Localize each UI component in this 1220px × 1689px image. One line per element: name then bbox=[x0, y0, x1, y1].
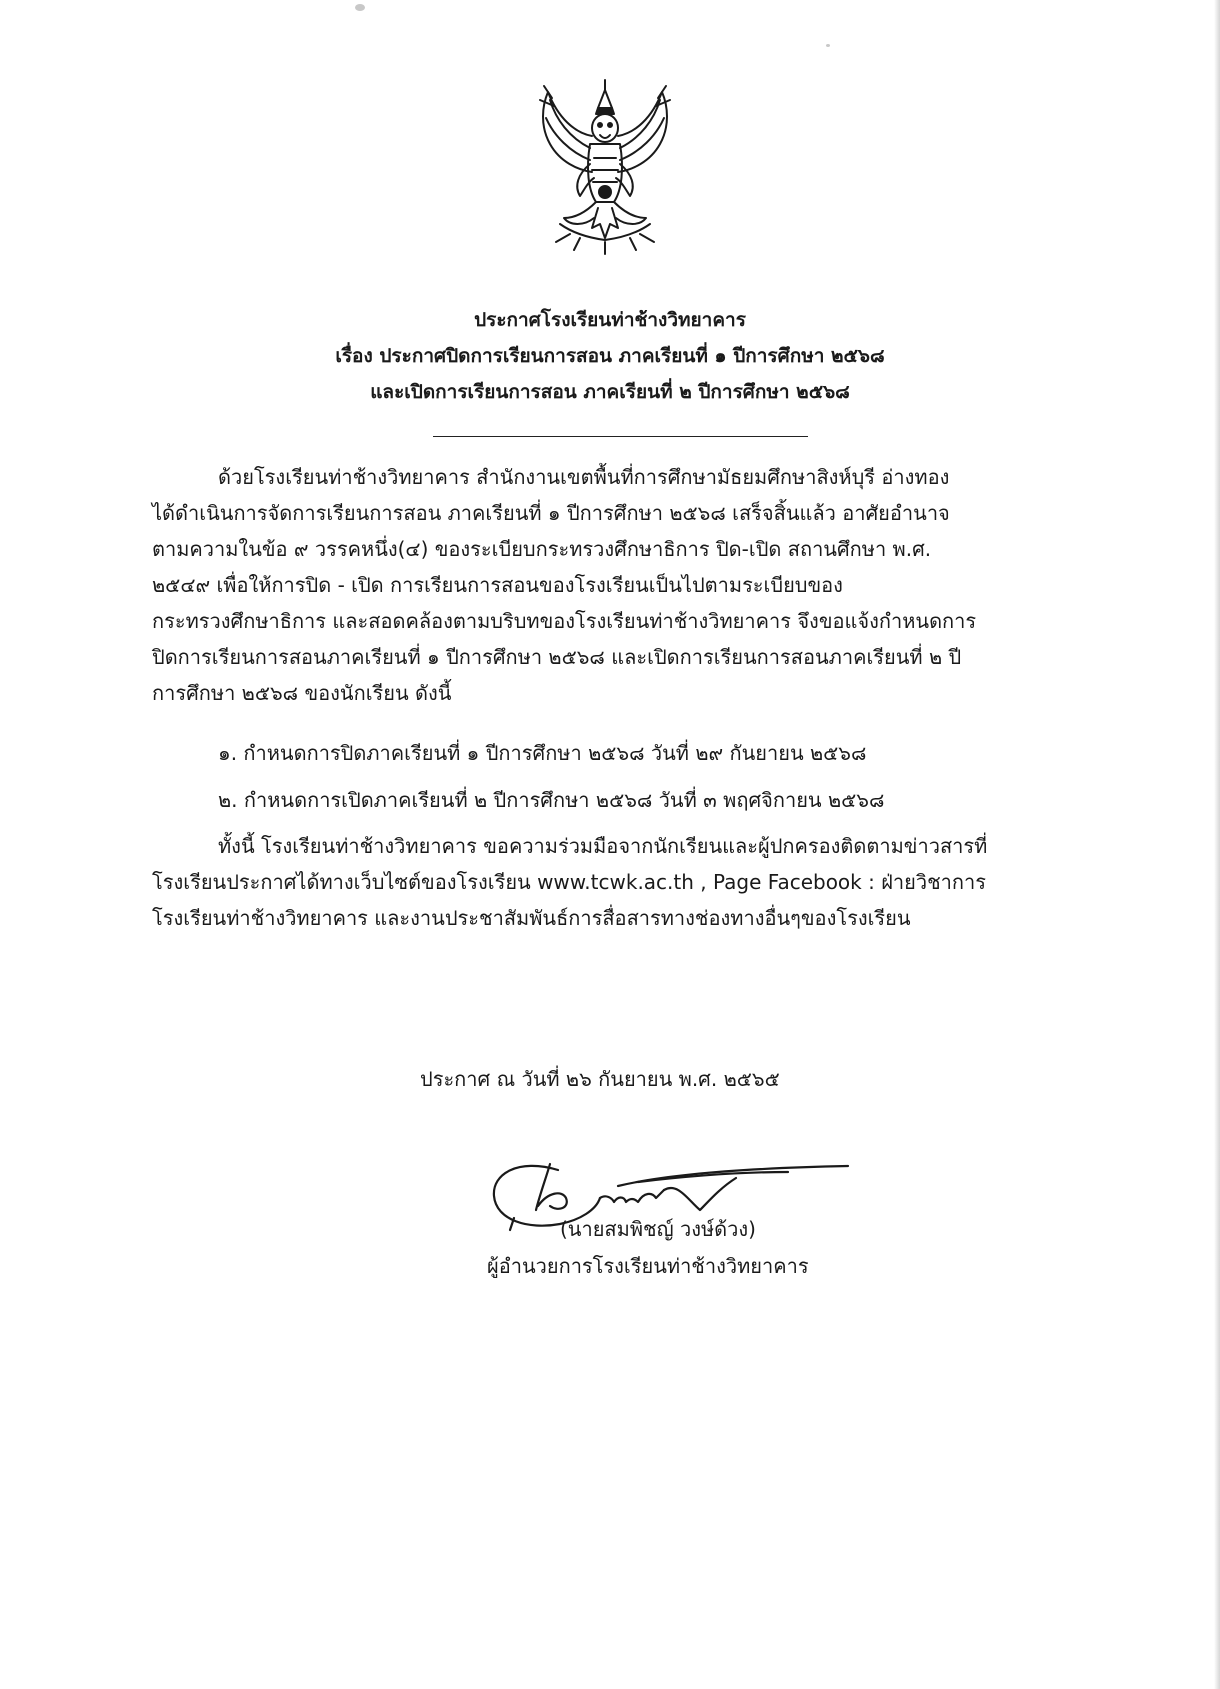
intro-line: การศึกษา ๒๕๖๘ ของนักเรียน ดังนี้ bbox=[152, 681, 452, 705]
announcement-subject-line1: เรื่อง ประกาศปิดการเรียนการสอน ภาคเรียนที่ ๑ ปีการศึกษา ๒๕๖๘ bbox=[335, 345, 885, 367]
closing-line: ทั้งนี้ โรงเรียนท่าช้างวิทยาคาร ขอความร่วมมือจากนักเรียนและผู้ปกครองติดตามข่าวสารที่ bbox=[218, 834, 988, 858]
scan-speck bbox=[355, 4, 365, 11]
announcement-subject-line2: และเปิดการเรียนการสอน ภาคเรียนที่ ๒ ปีการศึกษา ๒๕๖๘ bbox=[370, 381, 850, 403]
title-divider bbox=[433, 436, 808, 437]
signer-title: ผู้อำนวยการโรงเรียนท่าช้างวิทยาคาร bbox=[487, 1254, 809, 1278]
scan-speck bbox=[826, 44, 830, 47]
garuda-emblem-icon bbox=[530, 78, 680, 256]
closing-line: โรงเรียนท่าช้างวิทยาคาร และงานประชาสัมพันธ์การสื่อสารทางช่องทางอื่นๆของโรงเรียน bbox=[152, 906, 911, 930]
page-edge-shadow bbox=[1214, 0, 1220, 1689]
intro-line: กระทรวงศึกษาธิการ และสอดคล้องตามบริบทของโรงเรียนท่าช้างวิทยาคาร จึงขอแจ้งกำหนดการ bbox=[152, 609, 977, 633]
intro-line: ปิดการเรียนการสอนภาคเรียนที่ ๑ ปีการศึกษา ๒๕๖๘ และเปิดการเรียนการสอนภาคเรียนที่ ๒ ปี bbox=[152, 645, 962, 669]
schedule-item-close: ๑. กำหนดการปิดภาคเรียนที่ ๑ ปีการศึกษา ๒๕๖๘ วันที่ ๒๙ กันยายน ๒๕๖๘ bbox=[218, 741, 867, 765]
signer-name: (นายสมพิชญ์ วงษ์ด้วง) bbox=[560, 1217, 756, 1241]
closing-paragraph bbox=[152, 828, 1072, 936]
intro-line: ๒๕๔๙ เพื่อให้การปิด - เปิด การเรียนการสอนของโรงเรียนเป็นไปตามระเบียบของ bbox=[152, 573, 843, 597]
closing-line: โรงเรียนประกาศได้ทางเว็บไซต์ของโรงเรียน www.tcwk.ac.th , Page Facebook : ฝ่ายวิชาการ bbox=[152, 870, 986, 894]
intro-line: ด้วยโรงเรียนท่าช้างวิทยาคาร สำนักงานเขตพื้นที่การศึกษามัธยมศึกษาสิงห์บุรี อ่างทอง bbox=[218, 465, 950, 489]
intro-line: ตามความในข้อ ๙ วรรคหนึ่ง(๔) ของระเบียบกระทรวงศึกษาธิการ ปิด-เปิด สถานศึกษา พ.ศ. bbox=[152, 537, 932, 561]
intro-line: ได้ดำเนินการจัดการเรียนการสอน ภาคเรียนที่ ๑ ปีการศึกษา ๒๕๖๘ เสร็จสิ้นแล้ว อาศัยอำนาจ bbox=[152, 501, 950, 525]
intro-paragraph bbox=[152, 459, 1072, 711]
announcement-heading: ประกาศโรงเรียนท่าช้างวิทยาคาร bbox=[474, 309, 746, 331]
schedule-item-open: ๒. กำหนดการเปิดภาคเรียนที่ ๒ ปีการศึกษา ๒๕๖๘ วันที่ ๓ พฤศจิกายน ๒๕๖๘ bbox=[218, 788, 885, 812]
announced-date: ประกาศ ณ วันที่ ๒๖ กันยายน พ.ศ. ๒๕๖๕ bbox=[420, 1067, 780, 1091]
